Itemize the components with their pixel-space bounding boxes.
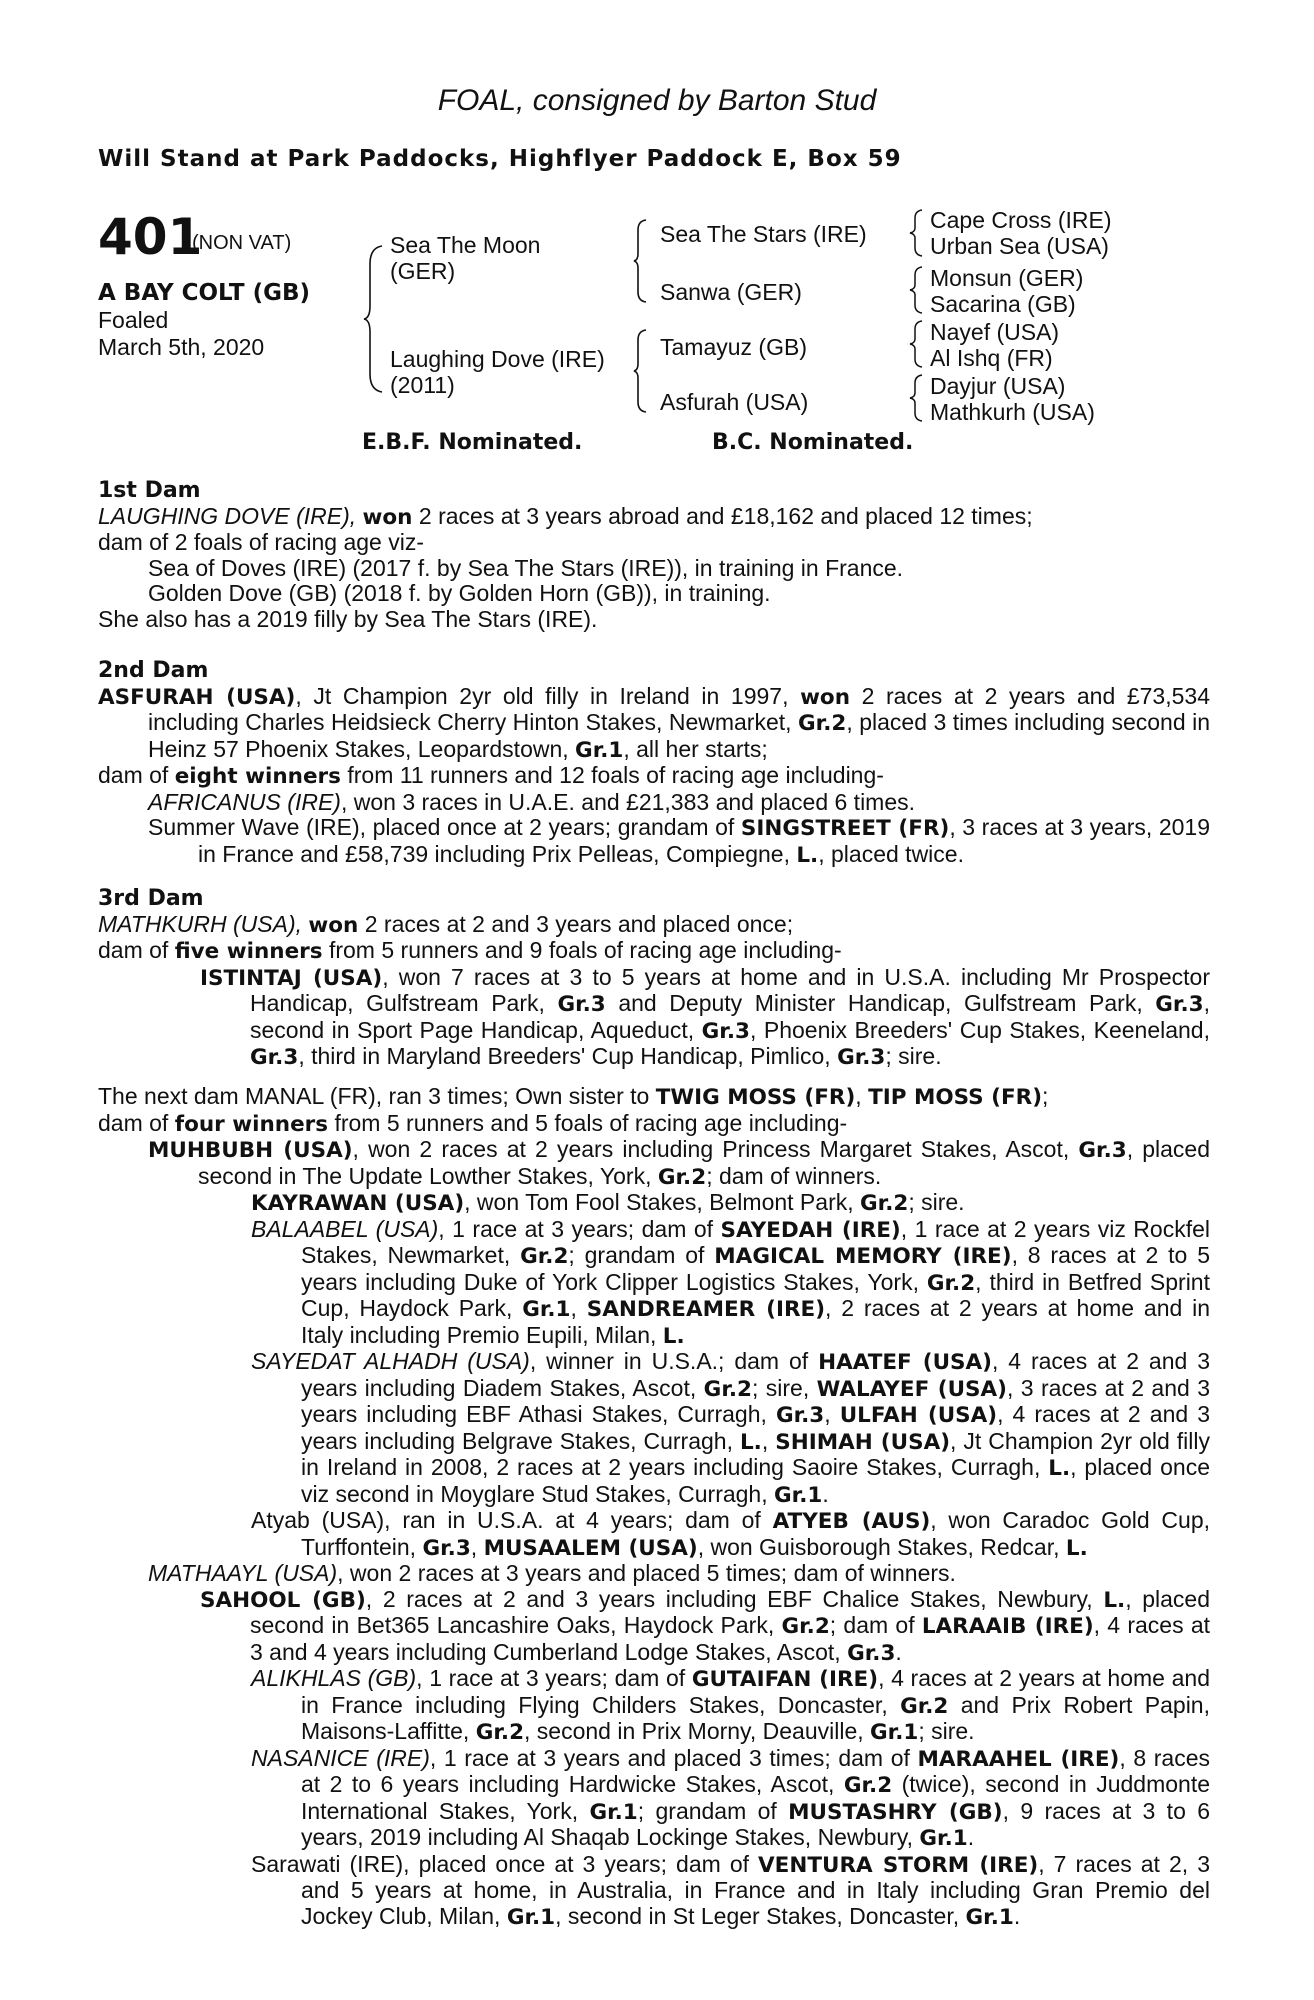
text: and Prix Robert Papin, Maisons-Laffitte,	[301, 1691, 1210, 1744]
text: , placed 3 times including second in Heinz 57 Phoenix Stakes, Leopardstown,	[148, 709, 1211, 762]
dam-record	[98, 504, 1210, 531]
produce-item	[98, 815, 1210, 868]
grade-label: L.	[796, 842, 819, 868]
text: ,	[470, 1533, 484, 1560]
text: , won 2 races at 3 years and placed 5 times; dam of winners.	[337, 1560, 956, 1586]
text: Sarawati (IRE), placed once at 3 years; dam of	[251, 1850, 759, 1877]
horse-name: GUTAIFAN (IRE)	[691, 1667, 879, 1692]
horse-name: SAYEDAH (IRE)	[720, 1217, 901, 1243]
stand-location: Will Stand at Park Paddocks, Highflyer Paddock E, Box 59	[98, 146, 902, 172]
foaled-date: March 5th, 2020	[98, 334, 265, 360]
grade-label: Gr.1	[774, 1482, 823, 1508]
pedigree-sire: Sea The Moon (GER)	[390, 232, 541, 284]
horse-name: HAATEF (USA)	[818, 1350, 992, 1375]
produce-item	[98, 1508, 1210, 1561]
text: , Jt Champion 2yr old filly in Ireland in 2008, 2 races at 2 years including Saoire Stakes, Curragh,	[301, 1427, 1210, 1480]
pedigree-ssd: Urban Sea (USA)	[930, 233, 1109, 259]
grade-label: Gr.3	[775, 1403, 825, 1428]
produce-item	[98, 1217, 1210, 1350]
pedigree-dam-dam: Asfurah (USA)	[660, 389, 809, 415]
text: ; sire.	[908, 1189, 965, 1215]
horse-name: LARAAIB (IRE)	[921, 1614, 1094, 1639]
text: , third in Maryland Breeders' Cup Handicap, Pimlico,	[298, 1043, 838, 1069]
consignor-heading: FOAL, consigned by Barton Stud	[437, 84, 877, 117]
text: , 3 races at 2 and 3 years including EBF Athasi Stakes, Curragh,	[301, 1374, 1210, 1427]
dam-name: MATHKURH (USA),	[98, 910, 303, 937]
grade-label: Gr.2	[860, 1191, 909, 1216]
dam-name: ASFURAH (USA)	[98, 684, 296, 710]
text: , 1 race at 2 years viz Rockfel Stakes, Newmarket,	[301, 1215, 1210, 1268]
horse-name: MARAAHEL (IRE)	[917, 1746, 1120, 1772]
grade-label: Gr.3	[250, 1045, 299, 1070]
horse-name: KAYRAWAN (USA)	[251, 1191, 465, 1216]
text: , 8 races at 2 to 5 years including Duke of York Clipper Logistics Stakes, York,	[301, 1242, 1210, 1295]
text: ,	[761, 1427, 776, 1454]
text: , won Tom Fool Stakes, Belmont Park,	[464, 1189, 861, 1215]
text: , placed once viz second in Moyglare Stud Stakes, Curragh,	[301, 1454, 1210, 1507]
horse-name: ATYEB (AUS)	[772, 1509, 931, 1534]
text: .	[1013, 1902, 1021, 1929]
pedigree-sss: Cape Cross (IRE)	[930, 207, 1112, 233]
grade-label: Gr.3	[422, 1535, 471, 1561]
produce-item	[98, 1852, 1210, 1931]
text: ; sire,	[751, 1374, 817, 1401]
winners-count: four winners	[174, 1111, 329, 1137]
pedigree-dam: Laughing Dove (IRE) (2011)	[390, 346, 605, 398]
produce-item	[98, 1561, 1210, 1587]
pedigree-sire-sire: Sea The Stars (IRE)	[660, 221, 867, 247]
grade-label: Gr.2	[657, 1164, 707, 1190]
text: 2 races at 2 and 3 years and placed once;	[358, 910, 794, 937]
grade-label: L.	[739, 1429, 762, 1455]
bc-nominated: B.C. Nominated.	[712, 430, 914, 455]
pedigree-dsd: Al Ishq (FR)	[930, 345, 1053, 371]
pedigree-sdd: Sacarina (GB)	[930, 291, 1076, 317]
produce-item: Sea of Doves (IRE) (2017 f. by Sea The Stars (IRE)), in training in France.	[148, 554, 904, 581]
horse-name: ISTINTAJ (USA)	[200, 965, 383, 991]
grade-label: L.	[662, 1323, 685, 1349]
winners-count: five winners	[174, 939, 323, 964]
text: , placed twice.	[818, 840, 964, 867]
pedigree-sds: Monsun (GER)	[930, 265, 1084, 291]
text: from 11 runners and 12 foals of racing age including-	[340, 762, 884, 788]
text: 2 races at 2 years and £73,534 including Charles Heidsieck Cherry Hinton Stakes, Newmarket,	[148, 682, 1210, 735]
text: , 2 races at 2 years at home and in Italy including Premio Eupili, Milan,	[301, 1295, 1210, 1348]
grade-label: Gr.3	[1078, 1138, 1127, 1163]
vat-status: (NON VAT)	[192, 232, 292, 254]
lot-number: 401	[98, 208, 203, 266]
text: ,	[855, 1083, 869, 1109]
text: , third in Betfred Sprint Cup, Haydock Park,	[301, 1268, 1210, 1321]
dam-record	[98, 684, 1210, 764]
winners-count: eight winners	[174, 764, 341, 789]
grade-label: Gr.3	[1155, 992, 1204, 1017]
horse-name: WALAYEF (USA)	[816, 1376, 1007, 1402]
pedigree-brace	[908, 373, 924, 423]
dam-record-text: 2 races at 3 years abroad and £18,162 and placed 12 times;	[412, 502, 1033, 529]
text: ; dam of	[829, 1612, 922, 1638]
text: ; grandam of	[568, 1242, 715, 1268]
ebf-nominated: E.B.F. Nominated.	[362, 430, 583, 455]
horse-name: ALIKHLAS (GB)	[251, 1665, 417, 1691]
produce-item	[98, 1349, 1210, 1508]
horse-name: MUHBUBH (USA)	[148, 1138, 353, 1163]
lot-name: A BAY COLT (GB)	[98, 280, 311, 306]
grade-label: Gr.3	[701, 1018, 750, 1044]
grade-label: L.	[1103, 1587, 1126, 1613]
horse-name: SANDREAMER (IRE)	[586, 1297, 826, 1322]
text: , 4 races at 2 and 3 years including Diadem Stakes, Ascot,	[301, 1348, 1210, 1401]
grade-label: Gr.1	[522, 1297, 571, 1322]
text: , second in Prix Morny, Deauville,	[524, 1718, 871, 1744]
grade-label: Gr.2	[520, 1244, 569, 1269]
text: , Phoenix Breeders' Cup Stakes, Keeneland,	[749, 1016, 1210, 1043]
pedigree-brace	[362, 244, 384, 394]
produce-item	[98, 1746, 1210, 1852]
horse-name: BALAABEL (USA)	[251, 1215, 439, 1242]
text: ,	[824, 1401, 840, 1427]
grade-label: Gr.1	[919, 1826, 968, 1851]
text: , 8 races at 2 to 6 years including Hardwicke Stakes, Ascot,	[301, 1744, 1210, 1797]
next-dam-section	[98, 1084, 1210, 1930]
text: dam of	[98, 937, 175, 963]
grade-label: L.	[1065, 1535, 1088, 1561]
pedigree-brace	[632, 328, 648, 414]
grade-label: Gr.1	[575, 737, 624, 763]
text: , all her starts;	[623, 735, 768, 762]
text: , 7 races at 2, 3 and 5 years at home, in Australia, in France and in Italy including Gran Premio del Jockey Club, Milan,	[301, 1850, 1210, 1929]
horse-name: SHIMAH (USA)	[775, 1429, 951, 1455]
text: ; sire.	[918, 1718, 975, 1744]
grade-label: Gr.1	[589, 1799, 638, 1825]
horse-name: SAHOOL (GB)	[200, 1587, 366, 1613]
produce-item	[98, 965, 1210, 1071]
produce-item	[98, 1666, 1210, 1746]
won-label: won	[308, 912, 359, 938]
text: , Jt Champion 2yr old filly in Ireland in 1997,	[295, 682, 801, 709]
grade-label: Gr.1	[870, 1720, 919, 1745]
second-dam-section	[98, 658, 1210, 868]
grade-label: Gr.1	[965, 1904, 1014, 1930]
won-label: won	[362, 504, 413, 530]
text: (twice), second in Juddmonte International Stakes, York,	[301, 1771, 1210, 1824]
pedigree-brace	[908, 208, 924, 258]
produce-item: Golden Dove (GB) (2018 f. by Golden Horn (GB)), in training.	[148, 580, 771, 606]
text: Atyab (USA), ran in U.S.A. at 4 years; dam of	[251, 1507, 773, 1533]
text: , 3 races at 3 years, 2019 in France and £58,739 including Prix Pelleas, Compiegne,	[198, 814, 1210, 867]
grade-label: Gr.2	[926, 1270, 976, 1296]
grade-label: L.	[1048, 1456, 1071, 1481]
horse-name: MAGICAL MEMORY (IRE)	[714, 1244, 1012, 1269]
pedigree-dss: Nayef (USA)	[930, 319, 1060, 345]
produce-item	[98, 790, 1210, 816]
pedigree-brace	[908, 319, 924, 369]
produce-item	[98, 1587, 1210, 1667]
text: , 9 races at 3 to 6 years, 2019 including Al Shaqab Lockinge Stakes, Newbury,	[301, 1797, 1210, 1850]
produce-intro	[98, 1111, 1210, 1138]
text: Summer Wave (IRE), placed once at 2 years; grandam of	[148, 814, 741, 840]
produce-item	[98, 1190, 1210, 1217]
pedigree-brace	[908, 265, 924, 315]
horse-name: SAYEDAT ALHADH (USA)	[251, 1348, 530, 1374]
text: , won Guisborough Stakes, Redcar,	[697, 1533, 1066, 1560]
horse-name: NASANICE (IRE)	[251, 1744, 430, 1771]
text: , winner in U.S.A.; dam of	[529, 1348, 819, 1374]
text: , 1 race at 3 years and placed 3 times; dam of	[429, 1744, 918, 1771]
text: , won 3 races in U.A.E. and £21,383 and placed 6 times.	[340, 788, 916, 815]
pedigree-brace	[632, 218, 648, 304]
grade-label: Gr.1	[506, 1904, 556, 1930]
foaling-date	[98, 307, 264, 361]
grade-label: Gr.2	[703, 1376, 752, 1402]
pedigree-sire-dam: Sanwa (GER)	[660, 279, 802, 305]
section-title: 3rd Dam	[98, 886, 204, 911]
grade-label: Gr.2	[843, 1773, 893, 1798]
produce-note: She also has a 2019 filly by Sea The Stars (IRE).	[98, 605, 598, 632]
text: ; dam of winners.	[706, 1162, 882, 1189]
text: , won 2 races at 2 years including Princess Margaret Stakes, Ascot,	[352, 1136, 1079, 1162]
pedigree-dam-sire: Tamayuz (GB)	[660, 334, 807, 360]
text: ,	[570, 1295, 587, 1321]
dam-record	[98, 912, 1210, 939]
text: ; grandam of	[637, 1797, 789, 1824]
text: from 5 runners and 5 foals of racing age including-	[328, 1109, 848, 1136]
text: , placed second in Bet365 Lancashire Oaks, Haydock Park,	[250, 1585, 1210, 1638]
grade-label: Gr.3	[557, 992, 606, 1017]
text: .	[967, 1824, 975, 1850]
text: and Deputy Minister Handicap, Gulfstream Park,	[605, 990, 1156, 1016]
first-dam-section	[98, 478, 1210, 632]
horse-name: MATHAAYL (USA)	[148, 1560, 338, 1586]
produce-item	[98, 1137, 1210, 1190]
text: , second in Sport Page Handicap, Aqueduct,	[250, 990, 1210, 1043]
text: from 5 runners and 9 foals of racing age including-	[322, 937, 842, 963]
text: , second in St Leger Stakes, Doncaster,	[555, 1902, 966, 1929]
won-label: won	[800, 684, 851, 710]
text: The next dam MANAL (FR), ran 3 times; Own sister to	[98, 1083, 656, 1109]
produce-intro	[98, 763, 1210, 790]
text: , 4 races at 2 years at home and in France including Flying Childers Stakes, Doncaster,	[301, 1665, 1210, 1718]
text: , 1 race at 3 years; dam of	[438, 1215, 721, 1242]
horse-name: TWIG MOSS (FR)	[655, 1085, 856, 1110]
text: , 4 races at 2 and 3 years including Belgrave Stakes, Curragh,	[301, 1401, 1211, 1454]
grade-label: Gr.2	[781, 1614, 830, 1639]
horse-name: MUSTASHRY (GB)	[788, 1799, 1003, 1825]
text: , placed second in The Update Lowther Stakes, York,	[198, 1136, 1211, 1189]
text: , 4 races at 3 and 4 years including Cumberland Lodge Stakes, Ascot,	[250, 1612, 1211, 1665]
grade-label: Gr.2	[798, 711, 847, 736]
text: .	[822, 1480, 829, 1507]
grade-label: Gr.2	[475, 1720, 525, 1745]
grade-label: Gr.3	[847, 1640, 896, 1666]
grade-label: Gr.3	[837, 1045, 886, 1070]
foaled-label: Foaled	[98, 307, 169, 333]
third-dam-section	[98, 886, 1210, 1071]
text: , 2 races at 2 and 3 years including EBF Chalice Stakes, Newbury,	[365, 1585, 1104, 1612]
horse-name: TIP MOSS (FR)	[868, 1085, 1043, 1110]
text: ; sire.	[885, 1043, 942, 1069]
text: dam of	[98, 1109, 175, 1136]
text: , 1 race at 3 years; dam of	[416, 1665, 692, 1691]
text: dam of	[98, 762, 175, 788]
produce-intro	[98, 938, 1210, 965]
produce-intro: dam of 2 foals of racing age viz-	[98, 529, 424, 555]
text: ;	[1042, 1083, 1049, 1109]
text: , won Caradoc Gold Cup, Turffontein,	[301, 1507, 1211, 1560]
dam-record	[98, 1084, 1210, 1111]
section-title: 2nd Dam	[98, 658, 209, 683]
text: .	[895, 1638, 902, 1665]
horse-name: VENTURA STORM (IRE)	[758, 1852, 1039, 1878]
horse-name: ULFAH (USA)	[839, 1403, 998, 1428]
horse-name: AFRICANUS (IRE)	[148, 788, 341, 815]
section-title: 1st Dam	[98, 478, 201, 503]
pedigree-dds: Dayjur (USA)	[930, 373, 1066, 399]
horse-name: SINGSTREET (FR)	[740, 816, 950, 841]
text: , won 7 races at 3 to 5 years at home and in U.S.A. including Mr Prospector Handicap, Gulfstream Park,	[250, 963, 1210, 1016]
horse-name: MUSAALEM (USA)	[483, 1535, 698, 1561]
pedigree-ddd: Mathkurh (USA)	[930, 399, 1095, 425]
dam-name: LAUGHING DOVE (IRE),	[98, 502, 357, 529]
grade-label: Gr.2	[900, 1693, 949, 1719]
